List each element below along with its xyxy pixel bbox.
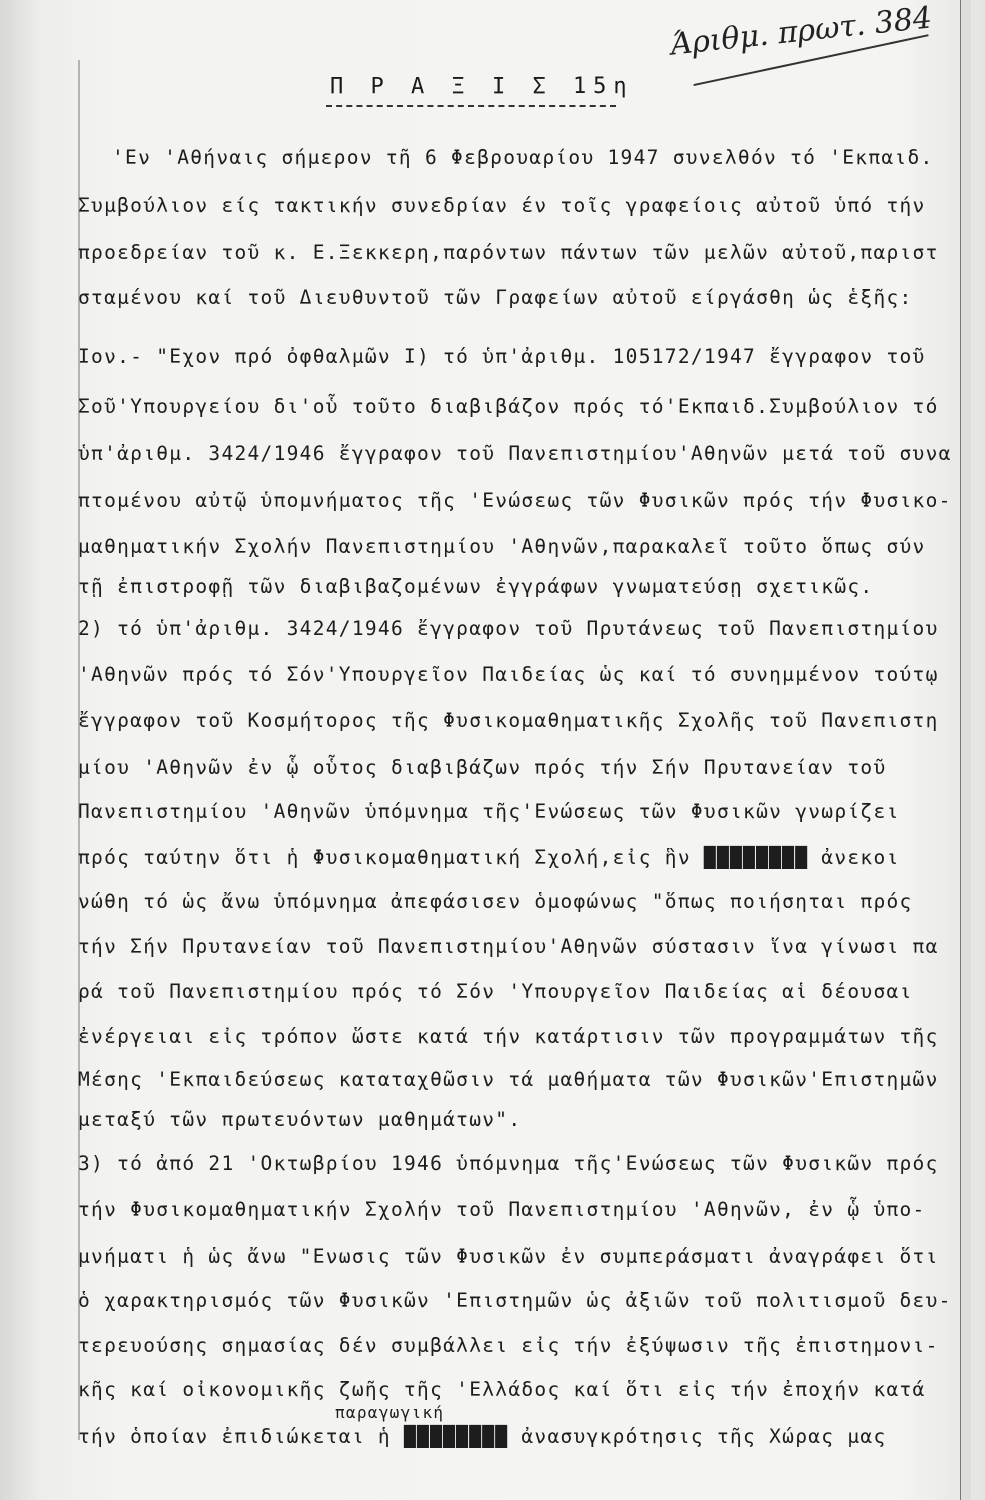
text-line: τήν Φυσικομαθηματικήν Σχολήν τοῦ Πανεπιστημίου 'Αθηνῶν, ἐν ᾧ ὑπο- [78,1198,926,1221]
text-line: Πανεπιστημίου 'Αθηνῶν ὑπόμνημα τῆς'Ενώσεως τῶν Φυσικῶν γνωρίζει [78,800,900,823]
text-line: ἐνέργειαι εἰς τρόπον ὥστε κατά τήν κατάρτισιν τῶν προγραμμάτων τῆς [78,1025,939,1048]
text-line: ρά τοῦ Πανεπιστημίου πρός τό Σόν 'Υπουργεῖον Παιδείας αἱ δέουσαι [78,980,913,1003]
margin-rule [78,60,80,1440]
text-line: μεταξύ τῶν πρωτευόντων μαθημάτων". [78,1108,522,1131]
text-line: νώθη τό ὡς ἄνω ὑπόμνημα ἀπεφάσισεν ὁμοφώνως "ὅπως ποιήσηται πρός [78,890,913,913]
page-title: Π Ρ Α Ξ Ι Σ 15η [330,74,634,99]
text-line: μνήματι ἡ ὡς ἄνω "Ενωσις τῶν Φυσικῶν ἐν συμπεράσματι ἀναγράφει ὅτι [78,1245,939,1268]
text-line: τήν Σήν Πρυτανείαν τοῦ Πανεπιστημίου'Αθηνῶν σύστασιν ἵνα γίνωσι πα [78,935,939,958]
text-line: 'Εν 'Αθήναις σήμερον τῆ 6 Φεβρουαρίου 1947 συνελθόν τό 'Εκπαιδ. [112,146,934,169]
handwritten-protocol-number: Άριθμ. πρωτ. 384 [669,0,934,62]
text-line: Συμβούλιον είς τακτικήν συνεδρίαν έν τοῖς γραφείοις αὐτοῦ ὑπό τήν [78,194,926,217]
text-line: σταμένου καί τοῦ Διευθυντοῦ τῶν Γραφείων αὐτοῦ είργάσθη ὡς ἑξῆς: [78,286,913,309]
text-line: τήν ὁποίαν ἐπιδιώκεται ἡ ████████ ἀνασυγκρότησις τῆς Χώρας μας [78,1425,887,1448]
text-line: Ιον.- "Εχον πρό ὀφθαλμῶν Ι) τό ὑπ'ἀριθμ. 105172/1947 ἔγγραφον τοῦ [78,345,926,368]
text-line: τερευούσης σημασίας δέν συμβάλλει εἰς τήν ἐξύψωσιν τῆς ἐπιστημονι- [78,1334,939,1357]
text-line: πτομένου αὐτῷ ὑπομνήματος τῆς 'Ενώσεως τῶν Φυσικῶν πρός τήν Φυσικο- [78,489,952,512]
text-line: προεδρείαν τοῦ κ. Ε.Ξεκκερη,παρόντων πάντων τῶν μελῶν αὐτοῦ,παριστ [78,241,939,264]
interlinear-insertion: παραγωγική [335,1403,445,1422]
text-line: τῇ ἐπιστροφῇ τῶν διαβιβαζομένων ἐγγράφων γνωματεύσῃ σχετικῶς. [78,575,874,598]
text-line: κῆς καί οἰκονομικῆς ζωῆς τῆς 'Ελλάδος καί ὅτι εἰς τήν ἐποχήν κατά [78,1378,926,1401]
text-line: 2) τό ὑπ'ἀριθμ. 3424/1946 ἔγγραφον τοῦ Πρυτάνεως τοῦ Πανεπιστημίου [78,617,939,640]
text-line: Σοῦ'Υπουργείου δι'οὗ τοῦτο διαβιβάζον πρός τό'Εκπαιδ.Συμβούλιον τό [78,395,939,418]
text-line: 3) τό ἀπό 21 'Οκτωβρίου 1946 ὑπόμνημα τῆς'Ενώσεως τῶν Φυσικῶν πρός [78,1152,939,1175]
text-line: ἔγγραφον τοῦ Κοσμήτορος τῆς Φυσικομαθηματικῆς Σχολῆς τοῦ Πανεπιστη [78,709,939,732]
text-line: μαθηματικήν Σχολήν Πανεπιστημίου 'Αθηνῶν,παρακαλεῖ τοῦτο ὅπως σύν [78,535,926,558]
text-line: Μέσης 'Εκπαιδεύσεως καταταχθῶσιν τά μαθήματα τῶν Φυσικῶν'Επιστημῶν [78,1068,939,1091]
text-line: ὁ χαρακτηρισμός τῶν Φυσικῶν 'Επιστημῶν ὡς ἀξιῶν τοῦ πολιτισμοῦ δευ- [78,1289,952,1312]
text-line: ὑπ'ἀριθμ. 3424/1946 ἔγγραφον τοῦ Πανεπιστημίου'Αθηνῶν μετά τοῦ συνα [78,442,952,465]
binding-edge [960,0,971,1500]
title-underline [326,105,616,107]
text-line: μίου 'Αθηνῶν ἐν ᾧ οὗτος διαβιβάζων πρός τήν Σήν Πρυτανείαν τοῦ [78,756,887,779]
text-line: 'Αθηνῶν πρός τό Σόν'Υπουργεῖον Παιδείας ὡς καί τό συνημμένον τούτῳ [78,663,939,686]
text-line: πρός ταύτην ὅτι ἡ Φυσικομαθηματική Σχολή,εἰς ἣν ████████ ἀνεκοι [78,846,900,869]
